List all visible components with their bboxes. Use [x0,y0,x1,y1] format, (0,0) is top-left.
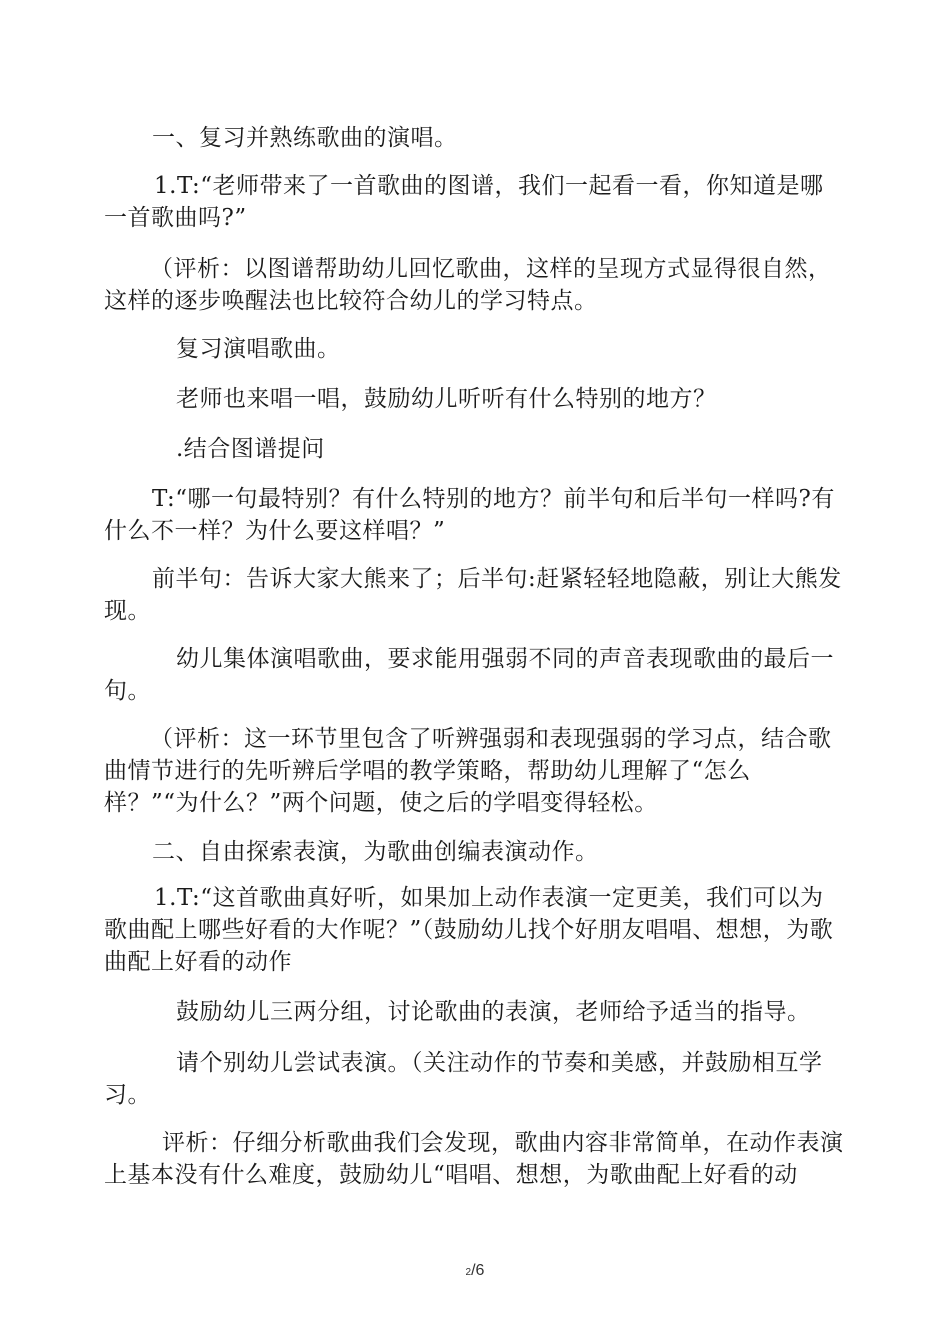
section-heading-1: 一、复习并熟练歌曲的演唱。 [152,125,458,151]
paragraph: （评析：这一环节里包含了听辨强弱和表现强弱的学习点，结合歌曲情节进行的先听辨后学唱的教学策略，帮助幼儿理解了“怎么样？”“为什么？”两个问题，使之后的学唱变得轻松。 [104,726,832,816]
paragraph: 幼儿集体演唱歌曲，要求能用强弱不同的声音表现歌曲的最后一句。 [104,646,834,704]
paragraph: T:“哪一句最特别？有什么特别的地方？前半句和后半句一样吗?有什么不一样？为什么要这样唱？” [104,486,835,544]
paragraph: 评析：仔细分析歌曲我们会发现，歌曲内容非常简单，在动作表演上基本没有什么难度，鼓励幼儿“唱唱、想想，为歌曲配上好看的动 [104,1130,844,1188]
paragraph: 前半句：告诉大家大熊来了；后半句:赶紧轻轻地隐蔽，别让大熊发现。 [104,566,842,624]
paragraph: .结合图谱提问 [176,436,325,462]
section-heading-2: 二、自由探索表演，为歌曲创编表演动作。 [152,839,599,865]
paragraph: 老师也来唱一唱，鼓励幼儿听听有什么特别的地方？ [176,386,717,412]
paragraph: 鼓励幼儿三两分组，讨论歌曲的表演，老师给予适当的指导。 [176,999,811,1025]
page-total: /6 [471,1262,485,1279]
page-number [0,1262,950,1280]
paragraph: 1.T:“这首歌曲真好听，如果加上动作表演一定更美，我们可以为歌曲配上哪些好看的大作呢？”（鼓励幼儿找个好朋友唱唱、想想，为歌曲配上好看的动作 [104,885,834,975]
paragraph: （评析：以图谱帮助幼儿回忆歌曲，这样的呈现方式显得很自然，这样的逐步唤醒法也比较符合幼儿的学习特点。 [104,256,832,314]
paragraph: 复习演唱歌曲。 [176,336,341,362]
page-current: 2 [465,1267,472,1278]
paragraph: 1.T:“老师带来了一首歌曲的图谱，我们一起看一看，你知道是哪一首歌曲吗?” [104,173,824,231]
paragraph: 请个别幼儿尝试表演。（关注动作的节奏和美感，并鼓励相互学习。 [104,1050,823,1108]
